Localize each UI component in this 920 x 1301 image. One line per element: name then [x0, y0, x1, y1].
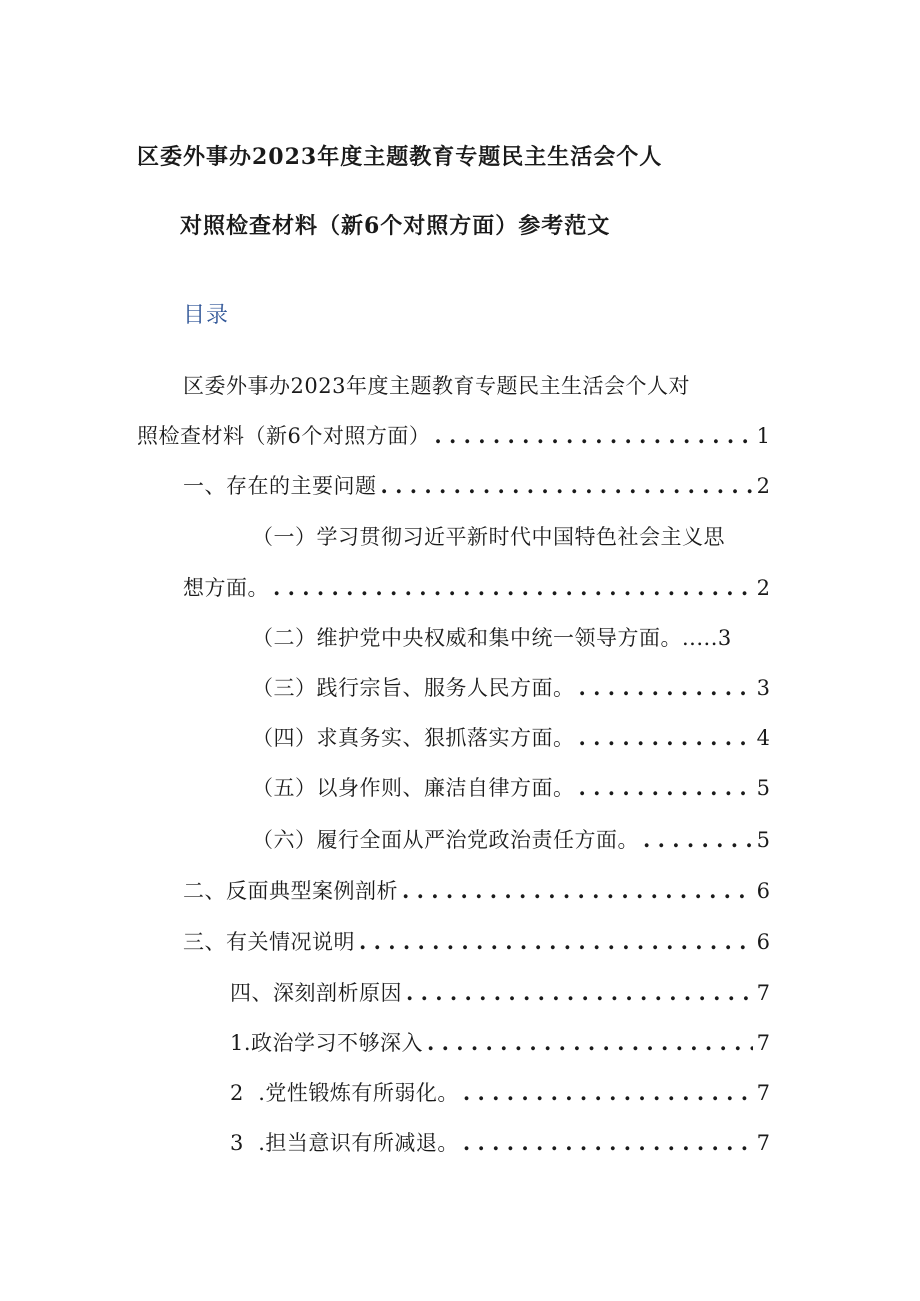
toc-entry-title[interactable] — [137, 421, 770, 451]
toc-entry-sec1[interactable] — [183, 471, 770, 501]
toc-entry-label: （六）履行全面从严治党政治责任方面。 — [252, 828, 639, 852]
document-title-line-2: 对照检查材料（新6个对照方面）参考范文 — [180, 213, 611, 239]
toc-entry-label: 想方面。 — [183, 576, 269, 600]
toc-entry-sub2[interactable]: （二）维护党中央权威和集中统一领导方面。.....3 — [252, 626, 732, 650]
toc-entry-item2[interactable] — [230, 1078, 770, 1108]
toc-page-number: 4 — [756, 726, 770, 750]
toc-entry-sub5[interactable] — [252, 773, 770, 803]
toc-entry-sub3[interactable] — [252, 673, 770, 703]
toc-page-number: 3 — [756, 676, 770, 700]
toc-page-number: 5 — [756, 828, 770, 852]
dot-leader — [579, 723, 753, 753]
dot-leader — [359, 927, 753, 957]
toc-entry-item3[interactable] — [230, 1128, 770, 1158]
toc-entry-sec2[interactable] — [183, 876, 770, 906]
dot-leader — [434, 421, 752, 451]
toc-page-number: 2 — [756, 474, 770, 498]
dot-leader — [406, 978, 753, 1008]
toc-entry-sec3[interactable] — [183, 927, 770, 957]
toc-entry-label: 三、有关情况说明 — [183, 930, 355, 954]
dot-leader — [643, 825, 753, 855]
toc-page-number: 6 — [756, 879, 770, 903]
dot-leader — [427, 1028, 753, 1058]
toc-entry-label: 四、深刻剖析原因 — [230, 981, 402, 1005]
toc-entry-label: 照检查材料（新6个对照方面） — [137, 424, 431, 448]
dot-leader — [381, 471, 753, 501]
toc-entry-sec4[interactable] — [230, 978, 770, 1008]
dot-leader — [273, 573, 753, 603]
toc-page-number: 7 — [756, 1131, 770, 1155]
toc-page-number: 7 — [756, 1081, 770, 1105]
dot-leader — [579, 773, 753, 803]
toc-entry-sub4[interactable] — [252, 723, 770, 753]
toc-page-number: 1 — [756, 424, 770, 448]
toc-entry-sub1[interactable] — [183, 573, 770, 603]
toc-page-number: 6 — [756, 930, 770, 954]
toc-entry-label: 二、反面典型案例剖析 — [183, 879, 398, 903]
toc-entry-label: 2 .党性锻炼有所弱化。 — [230, 1081, 459, 1105]
toc-entry-label: （四）求真务实、狠抓落实方面。 — [252, 726, 575, 750]
toc-entry-label: 一、存在的主要问题 — [183, 474, 377, 498]
toc-entry-label: 3 .担当意识有所减退。 — [230, 1131, 459, 1155]
document-title-line-1: 区委外事办2023年度主题教育专题民主生活会个人 — [137, 144, 663, 170]
toc-entry-item1[interactable] — [230, 1028, 770, 1058]
dot-leader — [579, 673, 753, 703]
toc-entry-label: （三）践行宗旨、服务人民方面。 — [252, 676, 575, 700]
toc-page-number: 7 — [756, 1031, 770, 1055]
dot-leader — [463, 1128, 753, 1158]
dot-leader — [402, 876, 753, 906]
toc-entry-label: 1.政治学习不够深入 — [230, 1031, 424, 1055]
dot-leader — [463, 1078, 753, 1108]
toc-heading: 目录 — [183, 303, 230, 328]
toc-page-number: 5 — [756, 776, 770, 800]
toc-page-number: 2 — [756, 576, 770, 600]
toc-entry-title-line-1[interactable]: 区委外事办2023年度主题教育专题民主生活会个人对 — [183, 374, 690, 398]
toc-entry-label: （五）以身作则、廉洁自律方面。 — [252, 776, 575, 800]
toc-entry-sub6[interactable] — [252, 825, 770, 855]
toc-entry-sub1-line-1[interactable]: （一）学习贯彻习近平新时代中国特色社会主义思 — [252, 525, 725, 549]
toc-page-number: 7 — [756, 981, 770, 1005]
